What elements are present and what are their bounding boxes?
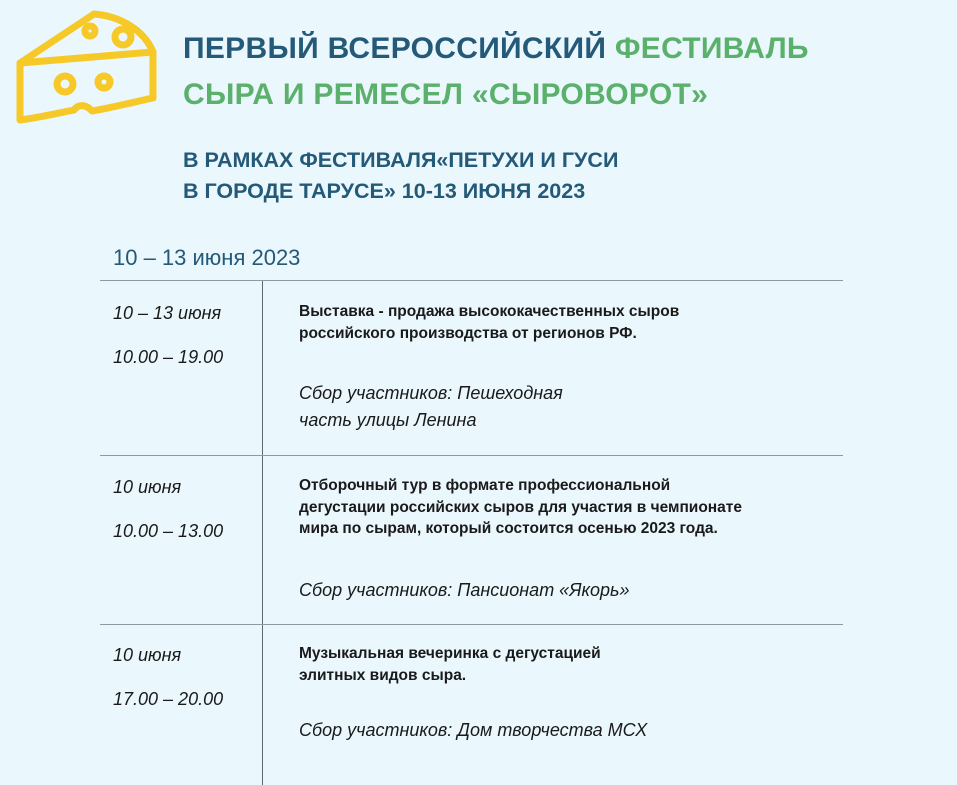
- event-description: [299, 475, 742, 540]
- title-line-2: СЫРА И РЕМЕСЕЛ «СЫРОВОРОТ»: [183, 78, 709, 111]
- cheese-icon: [10, 6, 160, 128]
- event-date: 10 – 13 июня: [113, 303, 222, 323]
- schedule-row: [100, 456, 843, 624]
- schedule-row: [100, 281, 843, 455]
- desc-line: Музыкальная вечеринка с дегустацией: [299, 645, 601, 662]
- schedule-heading: 10 – 13 июня 2023: [113, 245, 301, 270]
- desc-line: российского производства от регионов РФ.: [299, 324, 637, 342]
- event-time: 10.00 – 13.00: [113, 521, 224, 541]
- schedule-table: [100, 280, 843, 785]
- event-place: [299, 380, 563, 434]
- place-line: Сбор участников: Дом творчества МСХ: [299, 720, 648, 740]
- event-description: [299, 643, 601, 686]
- title-part-green: ФЕСТИВАЛЬ: [614, 32, 809, 65]
- event-description: [299, 301, 679, 344]
- desc-line: Отборочный тур в формате профессиональной: [299, 477, 671, 494]
- place-line: Сбор участников: Пансионат «Якорь»: [299, 580, 630, 600]
- desc-line: Выставка - продажа высококачественных сыров: [299, 303, 680, 320]
- place-line: часть улицы Ленина: [299, 410, 477, 430]
- subtitle-line-1: В РАМКАХ ФЕСТИВАЛЯ«ПЕТУХИ И ГУСИ: [183, 148, 619, 172]
- page-subtitle: [183, 145, 618, 207]
- page-title: [183, 26, 809, 118]
- event-place: [299, 717, 647, 744]
- schedule-row: [100, 625, 843, 785]
- desc-line: элитных видов сыра.: [299, 666, 467, 684]
- event-time: 17.00 – 20.00: [113, 689, 224, 709]
- place-line: Сбор участников: Пешеходная: [299, 383, 563, 403]
- event-date: 10 июня: [113, 477, 182, 497]
- title-part-navy: ПЕРВЫЙ ВСЕРОССИЙСКИЙ: [183, 32, 615, 65]
- subtitle-line-2: В ГОРОДЕ ТАРУСЕ» 10-13 ИЮНЯ 2023: [183, 179, 586, 203]
- desc-line: дегустации российских сыров для участия в чемпионате: [299, 498, 742, 516]
- event-place: [299, 577, 629, 604]
- desc-line: мира по сырам, который состоится осенью 2023 года.: [299, 520, 718, 537]
- event-date: 10 июня: [113, 645, 182, 665]
- title-line-1: [183, 26, 809, 72]
- event-time: 10.00 – 19.00: [113, 347, 224, 367]
